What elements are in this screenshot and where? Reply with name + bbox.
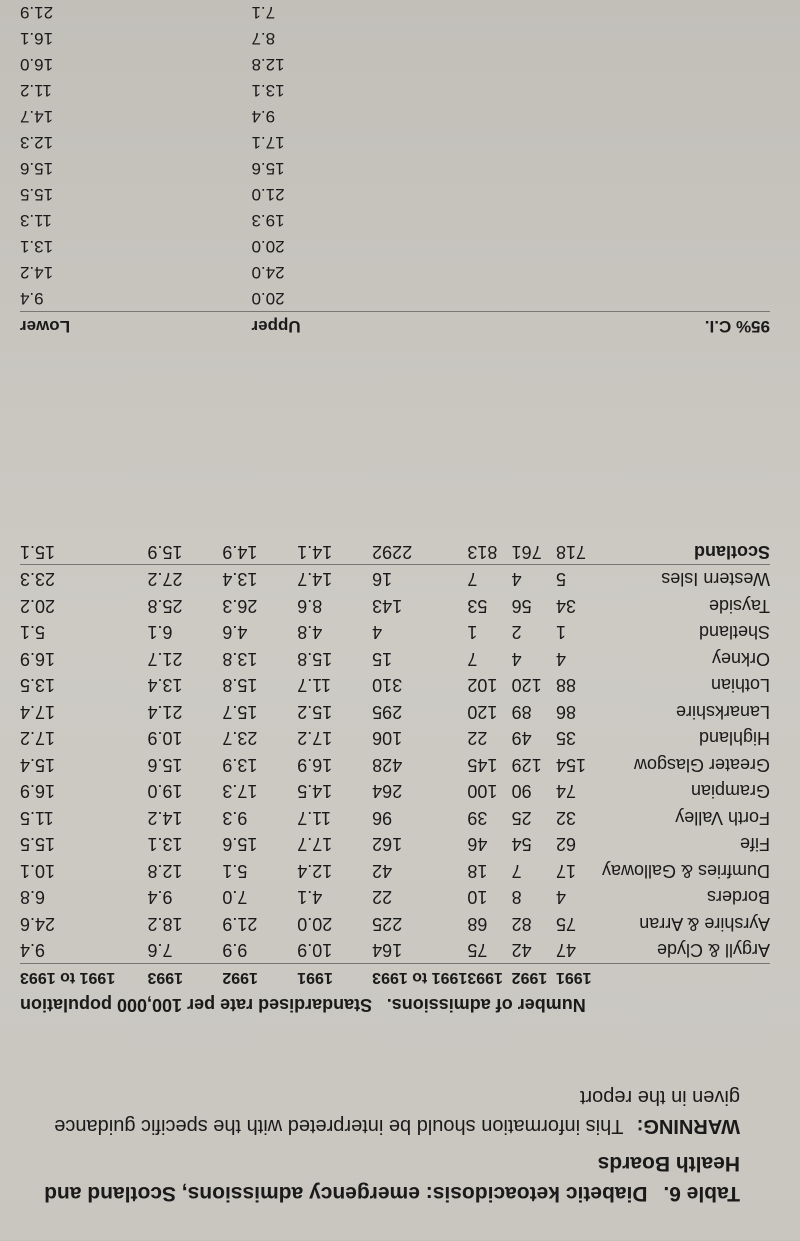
- cell: 143: [372, 595, 403, 616]
- table-row: [20, 565, 770, 592]
- cell: 39: [467, 807, 488, 828]
- cell: 88: [555, 675, 576, 696]
- ci-row: [20, 285, 770, 312]
- row-name: Western Isles: [661, 569, 770, 590]
- ci-row: [20, 25, 770, 51]
- table-label: Table 6.: [663, 1182, 740, 1205]
- cell: 35: [555, 728, 576, 749]
- cell: 15.5: [20, 834, 56, 855]
- cell: 74: [555, 781, 576, 802]
- ci-lower-label: Lower: [20, 317, 71, 336]
- cell: 21.4: [147, 701, 183, 722]
- cell: 15.8: [222, 675, 258, 696]
- ci-row: [20, 77, 770, 103]
- cell: 310: [372, 675, 403, 696]
- table-row: [20, 619, 770, 646]
- table-row: [20, 884, 770, 911]
- cell: 34: [555, 595, 576, 616]
- row-name: Forth Valley: [675, 807, 770, 828]
- cell: 12.8: [147, 860, 183, 881]
- warning-note: [40, 1082, 740, 1140]
- ci-lower: 12.3: [20, 133, 54, 152]
- col-year: 1992: [511, 969, 548, 986]
- cell: 62: [555, 834, 576, 855]
- ci-upper: 20.0: [251, 237, 285, 256]
- cell: 4: [372, 622, 383, 643]
- cell: 13.9: [222, 754, 258, 775]
- cell: 16.9: [297, 754, 333, 775]
- cell: 13.4: [222, 569, 258, 590]
- cell: 11.7: [297, 807, 331, 828]
- row-name: Fife: [739, 834, 770, 855]
- cell: 17: [555, 860, 576, 881]
- cell: 164: [372, 940, 403, 961]
- cell: 4.8: [297, 622, 323, 643]
- cell: 16: [372, 569, 393, 590]
- row-name: Borders: [706, 887, 770, 908]
- table-row: [20, 725, 770, 752]
- cell: 15.6: [147, 754, 183, 775]
- cell: 10.1: [20, 860, 56, 881]
- table-row: [20, 831, 770, 858]
- ci-row: [20, 233, 770, 259]
- row-name: Lanarkshire: [675, 701, 770, 722]
- cell: 10: [467, 887, 488, 908]
- cell: 53: [467, 595, 488, 616]
- ci-lower: 16.0: [20, 55, 54, 74]
- cell: 25: [511, 807, 532, 828]
- cell: 5.1: [222, 860, 248, 881]
- cell: 4: [555, 648, 566, 669]
- cell: 154: [555, 754, 586, 775]
- ci-table: [20, 0, 770, 340]
- cell: 4: [555, 887, 566, 908]
- table-row: [20, 857, 770, 884]
- row-name: Lothian: [710, 675, 770, 696]
- ci-lower: 15.5: [20, 185, 54, 204]
- cell: 89: [511, 701, 532, 722]
- ci-lower: 14.2: [20, 263, 54, 282]
- cell: 20.2: [20, 595, 56, 616]
- cell: 9.9: [222, 940, 248, 961]
- row-name: Highland: [698, 728, 770, 749]
- cell: 21.9: [222, 913, 258, 934]
- cell: 761: [511, 541, 542, 562]
- cell: 7: [467, 569, 478, 590]
- col-range: 1991 to 1993: [20, 969, 116, 986]
- cell: 14.7: [297, 569, 333, 590]
- cell: 90: [511, 781, 532, 802]
- table-row: [20, 592, 770, 619]
- cell: 14.1: [297, 541, 333, 562]
- ci-row: [20, 103, 770, 129]
- cell: 22: [467, 728, 488, 749]
- col-year: 1993: [467, 969, 503, 986]
- cell: 96: [372, 807, 393, 828]
- cell: 15.9: [147, 541, 183, 562]
- row-name: Grampian: [690, 781, 770, 802]
- cell: 17.2: [20, 728, 56, 749]
- cell: 428: [372, 754, 403, 775]
- cell: 11.5: [20, 807, 54, 828]
- cell: 4: [511, 569, 522, 590]
- table-row: [20, 910, 770, 937]
- admissions-table: [20, 538, 770, 1020]
- cell: 4.1: [297, 887, 323, 908]
- row-name: Scotland: [693, 541, 770, 562]
- cell: 4.6: [222, 622, 248, 643]
- row-name: Tayside: [708, 595, 770, 616]
- table-row: [20, 645, 770, 672]
- cell: 15.2: [297, 701, 333, 722]
- cell: 47: [555, 940, 576, 961]
- cell: 162: [372, 834, 403, 855]
- cell: 120: [511, 675, 542, 696]
- cell: 23.7: [222, 728, 258, 749]
- cell: 9.3: [222, 807, 248, 828]
- cell: 8: [511, 887, 522, 908]
- table-year-head: [20, 964, 770, 991]
- cell: 27.2: [147, 569, 183, 590]
- ci-head: [20, 312, 770, 341]
- col-year: 1991: [555, 969, 592, 986]
- cell: 718: [555, 541, 586, 562]
- cell: 16.9: [20, 648, 56, 669]
- ci-lower: 11.2: [20, 81, 52, 100]
- cell: 24.6: [20, 913, 56, 934]
- group-number-head: Number of admissions.: [386, 995, 586, 1016]
- ci-row: [20, 207, 770, 233]
- ci-row: [20, 259, 770, 285]
- cell: 106: [372, 728, 403, 749]
- cell: 17.7: [297, 834, 333, 855]
- cell: 68: [467, 913, 488, 934]
- table-row-scotland: [20, 538, 770, 565]
- ci-upper: 19.3: [251, 211, 285, 230]
- ci-lower: 11.3: [20, 211, 52, 230]
- ci-upper: 24.0: [251, 263, 285, 282]
- cell: 49: [511, 728, 532, 749]
- ci-heading: 95% C.I.: [704, 317, 770, 336]
- cell: 15.1: [20, 541, 56, 562]
- row-name: Dumfries & Galloway: [601, 860, 770, 881]
- cell: 21.7: [147, 648, 183, 669]
- table-group-head: [20, 990, 770, 1020]
- cell: 1: [467, 622, 478, 643]
- ci-lower: 16.1: [20, 29, 54, 48]
- cell: 15.6: [222, 834, 258, 855]
- cell: 5.1: [20, 622, 46, 643]
- cell: 5: [555, 569, 566, 590]
- ci-upper: 7.1: [251, 3, 276, 22]
- table-title-text: Diabetic ketoacidosis: emergency admissions, Scotland and Health Boards: [44, 1152, 740, 1205]
- row-name: Ayrshire & Arran: [639, 913, 770, 934]
- cell: 14.9: [222, 541, 258, 562]
- ci-row: [20, 155, 770, 181]
- ci-row: [20, 0, 770, 25]
- ci-upper: 17.1: [251, 133, 285, 152]
- cell: 26.3: [222, 595, 258, 616]
- cell: 10.9: [147, 728, 183, 749]
- cell: 15: [372, 648, 393, 669]
- cell: 9.4: [147, 887, 173, 908]
- cell: 42: [372, 860, 393, 881]
- cell: 75: [555, 913, 576, 934]
- row-name: Shetland: [698, 622, 770, 643]
- cell: 23.3: [20, 569, 56, 590]
- cell: 4: [511, 648, 522, 669]
- group-rate-head: Standardised rate per 100,000 population: [20, 995, 373, 1016]
- table-row: [20, 698, 770, 725]
- cell: 32: [555, 807, 576, 828]
- cell: 15.8: [297, 648, 333, 669]
- cell: 14.2: [147, 807, 183, 828]
- cell: 100: [467, 781, 498, 802]
- cell: 75: [467, 940, 488, 961]
- ci-upper-label: Upper: [251, 317, 301, 336]
- cell: 295: [372, 701, 403, 722]
- cell: 813: [467, 541, 498, 562]
- cell: 46: [467, 834, 488, 855]
- cell: 7: [511, 860, 522, 881]
- ci-row: [20, 181, 770, 207]
- cell: 82: [511, 913, 532, 934]
- cell: 6.8: [20, 887, 46, 908]
- ci-upper: 20.0: [251, 289, 285, 308]
- cell: 86: [555, 701, 576, 722]
- cell: 7.0: [222, 887, 248, 908]
- cell: 2292: [372, 541, 413, 562]
- cell: 145: [467, 754, 498, 775]
- ci-upper: 21.0: [251, 185, 285, 204]
- row-name: Argyll & Clyde: [656, 940, 770, 961]
- ci-lower: 13.1: [20, 237, 54, 256]
- cell: 18.2: [147, 913, 183, 934]
- cell: 20.0: [297, 913, 333, 934]
- cell: 17.4: [20, 701, 56, 722]
- ci-lower: 14.7: [20, 107, 54, 126]
- cell: 11.7: [297, 675, 331, 696]
- ci-row: [20, 129, 770, 155]
- col-year: 1992: [222, 969, 258, 986]
- ci-lower: 9.4: [20, 289, 44, 308]
- cell: 7.6: [147, 940, 173, 961]
- cell: 22: [372, 887, 393, 908]
- cell: 42: [511, 940, 532, 961]
- cell: 13.4: [147, 675, 183, 696]
- table-title: [40, 1148, 740, 1208]
- ci-lower: 21.9: [20, 3, 54, 22]
- table-row: [20, 672, 770, 699]
- cell: 16.9: [20, 781, 56, 802]
- cell: 13.8: [222, 648, 258, 669]
- cell: 12.4: [297, 860, 333, 881]
- cell: 25.8: [147, 595, 183, 616]
- ci-upper: 13.1: [251, 81, 285, 100]
- ci-upper: 15.6: [251, 159, 285, 178]
- cell: 17.2: [297, 728, 333, 749]
- cell: 7: [467, 648, 478, 669]
- warning-label: WARNING:: [636, 1115, 740, 1137]
- cell: 19.0: [147, 781, 183, 802]
- table-body: [20, 565, 770, 964]
- cell: 129: [511, 754, 542, 775]
- row-name: Orkney: [711, 648, 770, 669]
- cell: 18: [467, 860, 488, 881]
- cell: 10.9: [297, 940, 333, 961]
- table-row: [20, 937, 770, 964]
- ci-row: [20, 51, 770, 77]
- cell: 8.6: [297, 595, 323, 616]
- ci-upper: 9.4: [251, 107, 276, 126]
- cell: 13.5: [20, 675, 56, 696]
- cell: 17.3: [222, 781, 258, 802]
- row-name: Greater Glasgow: [633, 754, 770, 775]
- ci-lower: 15.6: [20, 159, 54, 178]
- col-range: 1991 to 1993: [372, 969, 468, 986]
- cell: 6.1: [147, 622, 173, 643]
- cell: 56: [511, 595, 532, 616]
- cell: 9.4: [20, 940, 46, 961]
- cell: 15.7: [222, 701, 258, 722]
- table-row: [20, 778, 770, 805]
- cell: 1: [555, 622, 566, 643]
- cell: 54: [511, 834, 532, 855]
- cell: 2: [511, 622, 522, 643]
- warning-text: This information should be interpreted with the specific guidance given in the report: [54, 1086, 740, 1137]
- cell: 120: [467, 701, 498, 722]
- cell: 13.1: [147, 834, 183, 855]
- col-year: 1993: [147, 969, 184, 986]
- cell: 15.4: [20, 754, 56, 775]
- cell: 264: [372, 781, 403, 802]
- col-year: 1991: [297, 969, 333, 986]
- cell: 102: [467, 675, 498, 696]
- table-row: [20, 751, 770, 778]
- cell: 14.5: [297, 781, 333, 802]
- table-row: [20, 804, 770, 831]
- ci-upper: 8.7: [251, 29, 276, 48]
- cell: 225: [372, 913, 403, 934]
- ci-upper: 12.8: [251, 55, 285, 74]
